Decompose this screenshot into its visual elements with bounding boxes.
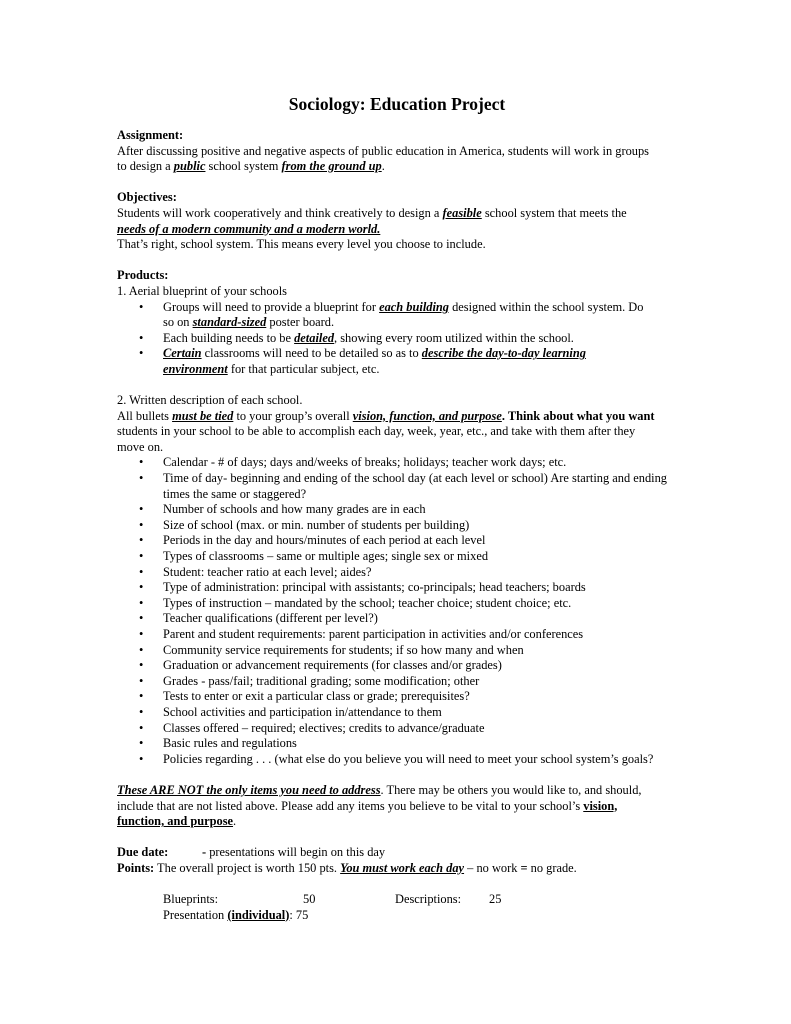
blueprints-value: 50 xyxy=(303,892,316,907)
due-date-dash: - xyxy=(202,845,207,860)
text-run: school system that meets the xyxy=(481,205,627,220)
emphasis-detailed: detailed xyxy=(294,330,335,345)
list-item: • Basic rules and regulations xyxy=(117,736,677,752)
emphasis-not-only-items: These ARE NOT the only items you need to address xyxy=(117,782,381,797)
emphasis-vision: vision, xyxy=(583,798,618,813)
products-item-2: 2. Written description of each school. xyxy=(117,393,303,408)
presentation-value: 75 xyxy=(295,907,309,922)
points-label: Points: xyxy=(117,860,155,875)
emphasis-vision-function-purpose: vision, function, and purpose xyxy=(352,408,502,423)
text-run: Groups will need to provide a blueprint for xyxy=(163,299,380,314)
products-p2-line-2: students in your school to be able to accomplish each day, week, year, etc., and take with them after they xyxy=(117,424,636,439)
text-run: Each building needs to be xyxy=(163,330,295,345)
document-content xyxy=(117,93,677,923)
text-run: . xyxy=(233,814,237,829)
list-item: • Parent and student requirements: parent participation in activities and/or conferences xyxy=(117,627,677,643)
text-run: . There may be others you would like to, and should, xyxy=(380,782,642,797)
text-run: . xyxy=(381,159,385,174)
note-line-2 xyxy=(117,799,677,815)
text-run: include that are not listed above. Please add any items you believe to be vital to your school’s xyxy=(117,798,584,813)
emphasis-environment: environment xyxy=(163,361,228,376)
text-run: – no work xyxy=(464,860,521,875)
emphasis-individual: (individual) xyxy=(227,907,290,922)
list-item xyxy=(117,300,677,331)
due-date-line xyxy=(117,845,677,861)
emphasis-feasible: feasible xyxy=(442,205,482,220)
text-run: , showing every room utilized within the school. xyxy=(334,330,574,345)
list-item: • Tests to enter or exit a particular class or grade; prerequisites? xyxy=(117,689,677,705)
text-run: . Think about what you want xyxy=(501,408,655,423)
assignment-line-1: After discussing positive and negative aspects of public education in America, students will work in groups xyxy=(117,143,649,158)
products-p2-line-1 xyxy=(117,409,677,425)
text-run: All bullets xyxy=(117,408,173,423)
text-run: school system xyxy=(205,159,282,174)
score-row-2 xyxy=(117,908,677,924)
presentation-label: Presentation xyxy=(163,907,225,922)
list-item: • Graduation or advancement requirements (for classes and/or grades) xyxy=(117,658,677,674)
description-bullet-list xyxy=(117,455,677,767)
note-line-3 xyxy=(117,814,677,830)
text-run: to design a xyxy=(117,159,174,174)
assignment-heading: Assignment: xyxy=(117,128,184,142)
points-line xyxy=(117,861,677,877)
emphasis-must-work-each-day: You must work each day xyxy=(340,860,465,875)
list-item: • Policies regarding . . . (what else do you believe you will need to meet your school system’s goals? xyxy=(117,752,677,768)
emphasis-standard-sized: standard-sized xyxy=(192,315,267,330)
list-item: • Student: teacher ratio at each level; aides? xyxy=(117,565,677,581)
assignment-line-2 xyxy=(117,159,677,175)
list-item: • School activities and participation in/attendance to them xyxy=(117,705,677,721)
text-run: to your group’s overall xyxy=(233,408,353,423)
due-date-label: Due date: xyxy=(117,845,169,860)
score-row-1 xyxy=(117,892,677,908)
equals-sign: = xyxy=(520,860,528,875)
emphasis-certain: Certain xyxy=(163,346,202,361)
emphasis-from-the-ground-up: from the ground up xyxy=(281,159,382,174)
list-item: • Periods in the day and hours/minutes of each period at each level xyxy=(117,533,677,549)
emphasis-function-and-purpose: function, and purpose xyxy=(117,814,234,829)
list-item xyxy=(117,331,677,347)
list-item: • Teacher qualifications (different per level?) xyxy=(117,611,677,627)
text-run: : xyxy=(289,907,293,922)
objectives-line-3: That’s right, school system. This means every level you choose to include. xyxy=(117,237,486,252)
objectives-heading: Objectives: xyxy=(117,190,177,205)
objectives-line-1 xyxy=(117,206,677,222)
list-item: • Calendar - # of days; days and/weeks of breaks; holidays; teacher work days; etc. xyxy=(117,455,677,471)
note-line-1 xyxy=(117,783,677,799)
list-item: • Grades - pass/fail; traditional grading; some modification; other xyxy=(117,674,677,690)
text-run: so on xyxy=(163,315,193,330)
text-run: The overall project is worth 150 pts. xyxy=(154,860,341,875)
descriptions-value: 25 xyxy=(489,892,502,907)
list-item: • Time of day- beginning and ending of the school day (at each level or school) Are starting and ending times the same or staggered? xyxy=(117,471,677,502)
list-item xyxy=(117,346,677,377)
emphasis-describe-day-to-day: describe the day-to-day learning xyxy=(421,346,586,361)
blueprints-label: Blueprints: xyxy=(163,892,219,907)
products-p2-line-3: move on. xyxy=(117,439,164,454)
page-title: Sociology: Education Project xyxy=(288,94,506,114)
emphasis-public: public xyxy=(173,159,206,174)
text-run: presentations will begin on this day xyxy=(206,845,386,860)
list-item: • Size of school (max. or min. number of students per building) xyxy=(117,518,677,534)
text-run: classrooms will need to be detailed so as to xyxy=(201,346,422,361)
objectives-line-2: needs of a modern community and a modern world. xyxy=(117,221,381,236)
list-item: • Types of classrooms – same or multiple ages; single sex or mixed xyxy=(117,549,677,565)
emphasis-must-be-tied: must be tied xyxy=(172,408,234,423)
products-item-1: 1. Aerial blueprint of your schools xyxy=(117,283,287,298)
products-heading: Products: xyxy=(117,268,169,283)
list-item: • Classes offered – required; electives; credits to advance/graduate xyxy=(117,721,677,737)
list-item: • Number of schools and how many grades are in each xyxy=(117,502,677,518)
descriptions-label: Descriptions: xyxy=(395,892,462,907)
list-item: • Type of administration: principal with assistants; co-principals; head teachers; boards xyxy=(117,580,677,596)
text-run: poster board. xyxy=(266,315,335,330)
text-run: for that particular subject, etc. xyxy=(227,361,380,376)
text-run: designed within the school system. Do xyxy=(449,299,644,314)
emphasis-each-building: each building xyxy=(379,299,449,314)
text-run: Students will work cooperatively and think creatively to design a xyxy=(117,205,443,220)
blueprint-bullet-list xyxy=(117,300,677,378)
text-run: no grade. xyxy=(527,860,577,875)
list-item: • Community service requirements for students; if so how many and when xyxy=(117,643,677,659)
list-item: • Types of instruction – mandated by the school; teacher choice; student choice; etc. xyxy=(117,596,677,612)
